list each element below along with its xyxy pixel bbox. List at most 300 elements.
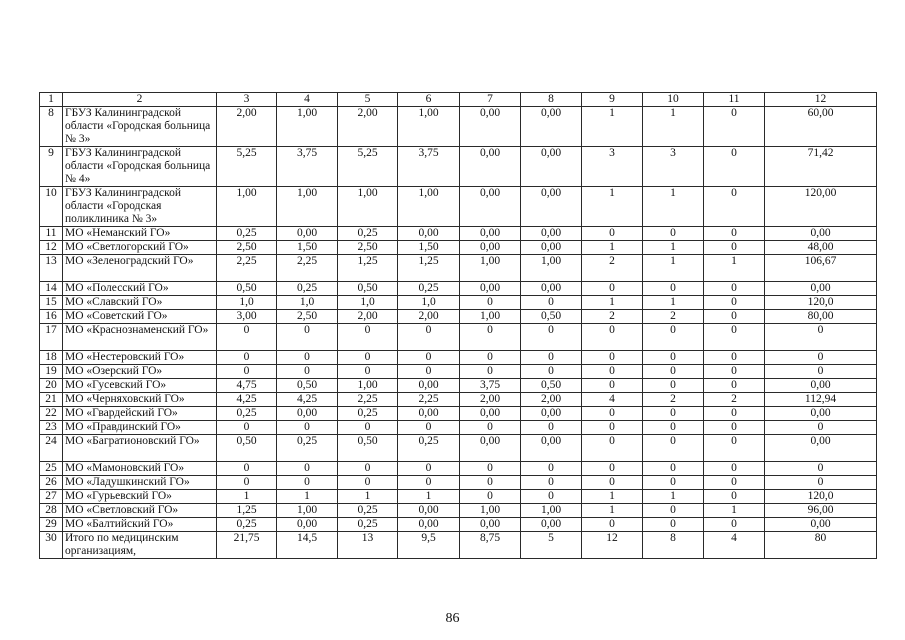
value-cell: 2,00 [460,393,521,407]
value-cell: 1,25 [338,255,398,282]
value-cell: 0 [460,324,521,351]
value-cell: 96,00 [765,504,877,518]
value-cell: 4,25 [217,393,277,407]
value-cell: 0,25 [217,227,277,241]
value-cell: 0 [338,476,398,490]
value-cell: 0 [582,518,643,532]
value-cell: 1,00 [277,107,338,147]
value-cell: 2,00 [338,107,398,147]
value-cell: 0,25 [217,518,277,532]
value-cell: 0,00 [521,241,582,255]
table-row [40,421,877,435]
value-cell: 1 [582,490,643,504]
table-row [40,518,877,532]
value-cell: 1,25 [217,504,277,518]
value-cell: 0,00 [398,518,460,532]
value-cell: 0 [521,324,582,351]
value-cell: 0,00 [765,282,877,296]
value-cell: 0 [704,107,765,147]
organization-name-cell: ГБУЗ Калининградской области «Городская больница № 3» [63,107,217,147]
value-cell: 1 [277,490,338,504]
value-cell: 0 [338,365,398,379]
value-cell: 0 [582,365,643,379]
row-number-cell: 12 [40,241,63,255]
value-cell: 0 [521,490,582,504]
table-row [40,393,877,407]
value-cell: 0 [217,421,277,435]
value-cell: 0 [704,407,765,421]
value-cell: 0 [704,476,765,490]
row-number-cell: 9 [40,147,63,187]
value-cell: 2,50 [217,241,277,255]
value-cell: 0 [398,421,460,435]
value-cell: 0 [338,351,398,365]
table-row [40,435,877,462]
value-cell: 0 [643,365,704,379]
value-cell: 0 [643,504,704,518]
table-row [40,296,877,310]
value-cell: 0 [582,407,643,421]
value-cell: 0 [704,518,765,532]
value-cell: 1,00 [217,187,277,227]
table-row [40,324,877,351]
table-row [40,462,877,476]
organization-name-cell: Итого по медицинским организациям, [63,532,217,559]
value-cell: 2 [704,393,765,407]
value-cell: 0,25 [217,407,277,421]
data-table [39,92,877,559]
table-row [40,107,877,147]
value-cell: 1,0 [398,296,460,310]
row-number-cell: 23 [40,421,63,435]
value-cell: 0,00 [460,147,521,187]
value-cell: 1 [643,255,704,282]
value-cell: 80 [765,532,877,559]
value-cell: 48,00 [765,241,877,255]
value-cell: 106,67 [765,255,877,282]
value-cell: 0 [582,379,643,393]
value-cell: 0,00 [521,187,582,227]
value-cell: 0 [460,351,521,365]
value-cell: 0 [704,147,765,187]
row-number-cell: 20 [40,379,63,393]
column-header: 12 [765,93,877,107]
table-row [40,532,877,559]
value-cell: 3,00 [217,310,277,324]
value-cell: 0 [643,476,704,490]
value-cell: 0,00 [521,147,582,187]
value-cell: 1 [643,490,704,504]
value-cell: 1,00 [277,187,338,227]
value-cell: 0 [765,462,877,476]
value-cell: 2,25 [338,393,398,407]
value-cell: 0 [217,476,277,490]
value-cell: 0,00 [765,227,877,241]
organization-name-cell: МО «Светловский ГО» [63,504,217,518]
row-number-cell: 11 [40,227,63,241]
column-header: 6 [398,93,460,107]
table-row [40,147,877,187]
row-number-cell: 19 [40,365,63,379]
row-number-cell: 10 [40,187,63,227]
value-cell: 0 [643,518,704,532]
value-cell: 1,50 [398,241,460,255]
value-cell: 0,25 [398,435,460,462]
organization-name-cell: МО «Гвардейский ГО» [63,407,217,421]
value-cell: 0 [460,296,521,310]
value-cell: 0,00 [765,518,877,532]
value-cell: 4,75 [217,379,277,393]
value-cell: 5,25 [217,147,277,187]
value-cell: 8,75 [460,532,521,559]
organization-name-cell: МО «Полесский ГО» [63,282,217,296]
organization-name-cell: МО «Гурьевский ГО» [63,490,217,504]
value-cell: 0 [398,324,460,351]
value-cell: 0,00 [277,518,338,532]
organization-name-cell: МО «Светлогорский ГО» [63,241,217,255]
value-cell: 2 [582,255,643,282]
value-cell: 0 [704,435,765,462]
value-cell: 0 [582,282,643,296]
value-cell: 0 [277,421,338,435]
organization-name-cell: ГБУЗ Калининградской области «Городская поликлиника № 3» [63,187,217,227]
value-cell: 0,50 [277,379,338,393]
value-cell: 2,25 [398,393,460,407]
organization-name-cell: МО «Багратионовский ГО» [63,435,217,462]
value-cell: 12 [582,532,643,559]
value-cell: 2,25 [217,255,277,282]
row-number-cell: 25 [40,462,63,476]
value-cell: 4 [582,393,643,407]
value-cell: 0,50 [338,435,398,462]
value-cell: 0,50 [521,379,582,393]
value-cell: 0,00 [460,227,521,241]
value-cell: 1 [704,255,765,282]
organization-name-cell: МО «Краснознаменский ГО» [63,324,217,351]
table-row [40,282,877,296]
value-cell: 0 [277,365,338,379]
value-cell: 1,00 [460,310,521,324]
value-cell: 0 [704,282,765,296]
value-cell: 0,25 [277,282,338,296]
value-cell: 0,00 [521,435,582,462]
column-header: 5 [338,93,398,107]
value-cell: 13 [338,532,398,559]
table-row [40,365,877,379]
value-cell: 0 [765,421,877,435]
row-number-cell: 13 [40,255,63,282]
organization-name-cell: МО «Черняховский ГО» [63,393,217,407]
value-cell: 0 [338,421,398,435]
value-cell: 0 [338,324,398,351]
value-cell: 0,25 [338,518,398,532]
value-cell: 9,5 [398,532,460,559]
value-cell: 1,00 [521,255,582,282]
table-body [40,93,877,559]
row-number-cell: 17 [40,324,63,351]
value-cell: 0 [765,324,877,351]
value-cell: 0,00 [277,407,338,421]
organization-name-cell: МО «Зеленоградский ГО» [63,255,217,282]
value-cell: 0,25 [338,227,398,241]
value-cell: 0,00 [277,227,338,241]
value-cell: 2,00 [217,107,277,147]
value-cell: 0 [704,310,765,324]
value-cell: 1,0 [277,296,338,310]
row-number-cell: 21 [40,393,63,407]
table-row [40,407,877,421]
row-number-cell: 27 [40,490,63,504]
organization-name-cell: МО «Ладушкинский ГО» [63,476,217,490]
value-cell: 1 [582,241,643,255]
organization-name-cell: МО «Правдинский ГО» [63,421,217,435]
value-cell: 0 [521,365,582,379]
value-cell: 0,00 [398,379,460,393]
value-cell: 0 [460,476,521,490]
value-cell: 0 [277,351,338,365]
value-cell: 3 [643,147,704,187]
value-cell: 0 [338,462,398,476]
value-cell: 0,25 [338,407,398,421]
value-cell: 0 [704,324,765,351]
value-cell: 14,5 [277,532,338,559]
column-header: 8 [521,93,582,107]
value-cell: 2,50 [338,241,398,255]
value-cell: 1,00 [338,379,398,393]
value-cell: 0,00 [460,518,521,532]
value-cell: 0 [277,462,338,476]
value-cell: 0 [277,324,338,351]
value-cell: 0,25 [338,504,398,518]
organization-name-cell: МО «Балтийский ГО» [63,518,217,532]
value-cell: 0,00 [765,435,877,462]
value-cell: 0 [217,351,277,365]
value-cell: 1 [643,241,704,255]
value-cell: 8 [643,532,704,559]
value-cell: 0 [398,351,460,365]
value-cell: 2 [582,310,643,324]
value-cell: 120,00 [765,187,877,227]
value-cell: 1,00 [398,107,460,147]
value-cell: 1,0 [217,296,277,310]
value-cell: 0,00 [398,504,460,518]
value-cell: 60,00 [765,107,877,147]
table-row [40,227,877,241]
column-header: 9 [582,93,643,107]
value-cell: 0,00 [521,227,582,241]
table-row [40,351,877,365]
value-cell: 71,42 [765,147,877,187]
table-row [40,379,877,393]
value-cell: 120,0 [765,296,877,310]
value-cell: 1,00 [398,187,460,227]
value-cell: 3,75 [460,379,521,393]
organization-name-cell: МО «Неманский ГО» [63,227,217,241]
column-header: 7 [460,93,521,107]
column-header: 11 [704,93,765,107]
value-cell: 0,25 [398,282,460,296]
organization-name-cell: ГБУЗ Калининградской области «Городская больница № 4» [63,147,217,187]
value-cell: 0 [277,476,338,490]
value-cell: 0,50 [521,310,582,324]
value-cell: 2,00 [398,310,460,324]
table-row [40,490,877,504]
value-cell: 1 [338,490,398,504]
value-cell: 1 [643,296,704,310]
value-cell: 2,50 [277,310,338,324]
value-cell: 5 [521,532,582,559]
value-cell: 0 [704,379,765,393]
page-number: 86 [445,611,460,626]
value-cell: 1 [643,187,704,227]
value-cell: 2 [643,393,704,407]
value-cell: 0,00 [460,187,521,227]
value-cell: 0 [460,462,521,476]
row-number-cell: 8 [40,107,63,147]
value-cell: 1,00 [277,504,338,518]
value-cell: 1 [582,107,643,147]
row-number-cell: 29 [40,518,63,532]
value-cell: 0 [582,435,643,462]
value-cell: 0 [398,476,460,490]
organization-name-cell: МО «Мамоновский ГО» [63,462,217,476]
value-cell: 0 [643,435,704,462]
column-header: 4 [277,93,338,107]
value-cell: 21,75 [217,532,277,559]
row-number-cell: 14 [40,282,63,296]
value-cell: 0 [582,324,643,351]
value-cell: 0,00 [521,107,582,147]
value-cell: 0 [582,476,643,490]
value-cell: 0 [704,351,765,365]
value-cell: 0 [704,490,765,504]
value-cell: 4,25 [277,393,338,407]
value-cell: 0 [582,421,643,435]
value-cell: 1,25 [398,255,460,282]
value-cell: 0,00 [765,407,877,421]
value-cell: 0 [765,365,877,379]
value-cell: 1 [582,296,643,310]
value-cell: 0 [765,476,877,490]
value-cell: 1 [398,490,460,504]
value-cell: 2,25 [277,255,338,282]
table-row [40,504,877,518]
value-cell: 1 [582,187,643,227]
value-cell: 3 [582,147,643,187]
value-cell: 0 [643,324,704,351]
value-cell: 0 [643,351,704,365]
value-cell: 0 [643,227,704,241]
table-row [40,255,877,282]
value-cell: 0 [582,462,643,476]
row-number-cell: 22 [40,407,63,421]
value-cell: 0,00 [398,407,460,421]
organization-name-cell: МО «Советский ГО» [63,310,217,324]
table-row [40,241,877,255]
value-cell: 0 [704,241,765,255]
table-row [40,187,877,227]
value-cell: 80,00 [765,310,877,324]
value-cell: 0,00 [460,407,521,421]
value-cell: 3,75 [398,147,460,187]
value-cell: 3,75 [277,147,338,187]
value-cell: 120,0 [765,490,877,504]
value-cell: 1,50 [277,241,338,255]
row-number-cell: 16 [40,310,63,324]
value-cell: 0,00 [460,435,521,462]
row-number-cell: 15 [40,296,63,310]
value-cell: 0 [217,365,277,379]
value-cell: 0,00 [460,282,521,296]
row-number-cell: 26 [40,476,63,490]
value-cell: 4 [704,532,765,559]
value-cell: 0,00 [398,227,460,241]
value-cell: 0 [704,462,765,476]
row-number-cell: 18 [40,351,63,365]
value-cell: 1,00 [460,255,521,282]
value-cell: 0 [521,296,582,310]
value-cell: 0 [765,351,877,365]
value-cell: 0 [521,351,582,365]
value-cell: 0 [704,365,765,379]
value-cell: 0 [643,379,704,393]
value-cell: 1 [582,504,643,518]
value-cell: 2,00 [521,393,582,407]
value-cell: 0 [460,365,521,379]
value-cell: 0 [704,421,765,435]
organization-name-cell: МО «Озерский ГО» [63,365,217,379]
header-row [40,93,877,107]
value-cell: 1,0 [338,296,398,310]
value-cell: 1 [704,504,765,518]
organization-name-cell: МО «Гусевский ГО» [63,379,217,393]
value-cell: 0 [643,421,704,435]
value-cell: 0 [460,421,521,435]
value-cell: 0 [582,351,643,365]
column-header: 2 [63,93,217,107]
value-cell: 0,00 [460,107,521,147]
value-cell: 0 [398,365,460,379]
value-cell: 1 [217,490,277,504]
value-cell: 0 [643,407,704,421]
column-header: 10 [643,93,704,107]
row-number-cell: 30 [40,532,63,559]
value-cell: 0,00 [521,518,582,532]
value-cell: 1 [643,107,704,147]
value-cell: 0,00 [521,282,582,296]
value-cell: 0 [521,476,582,490]
column-header: 3 [217,93,277,107]
value-cell: 0 [643,282,704,296]
table-row [40,476,877,490]
value-cell: 0 [217,462,277,476]
value-cell: 0,00 [521,407,582,421]
value-cell: 0 [521,421,582,435]
value-cell: 1,00 [338,187,398,227]
value-cell: 0,50 [338,282,398,296]
row-number-cell: 24 [40,435,63,462]
value-cell: 0,50 [217,282,277,296]
organization-name-cell: МО «Славский ГО» [63,296,217,310]
value-cell: 0 [643,462,704,476]
table-row [40,310,877,324]
value-cell: 0 [704,227,765,241]
value-cell: 0,50 [217,435,277,462]
value-cell: 0 [582,227,643,241]
value-cell: 0,00 [765,379,877,393]
value-cell: 0 [460,490,521,504]
column-header: 1 [40,93,63,107]
